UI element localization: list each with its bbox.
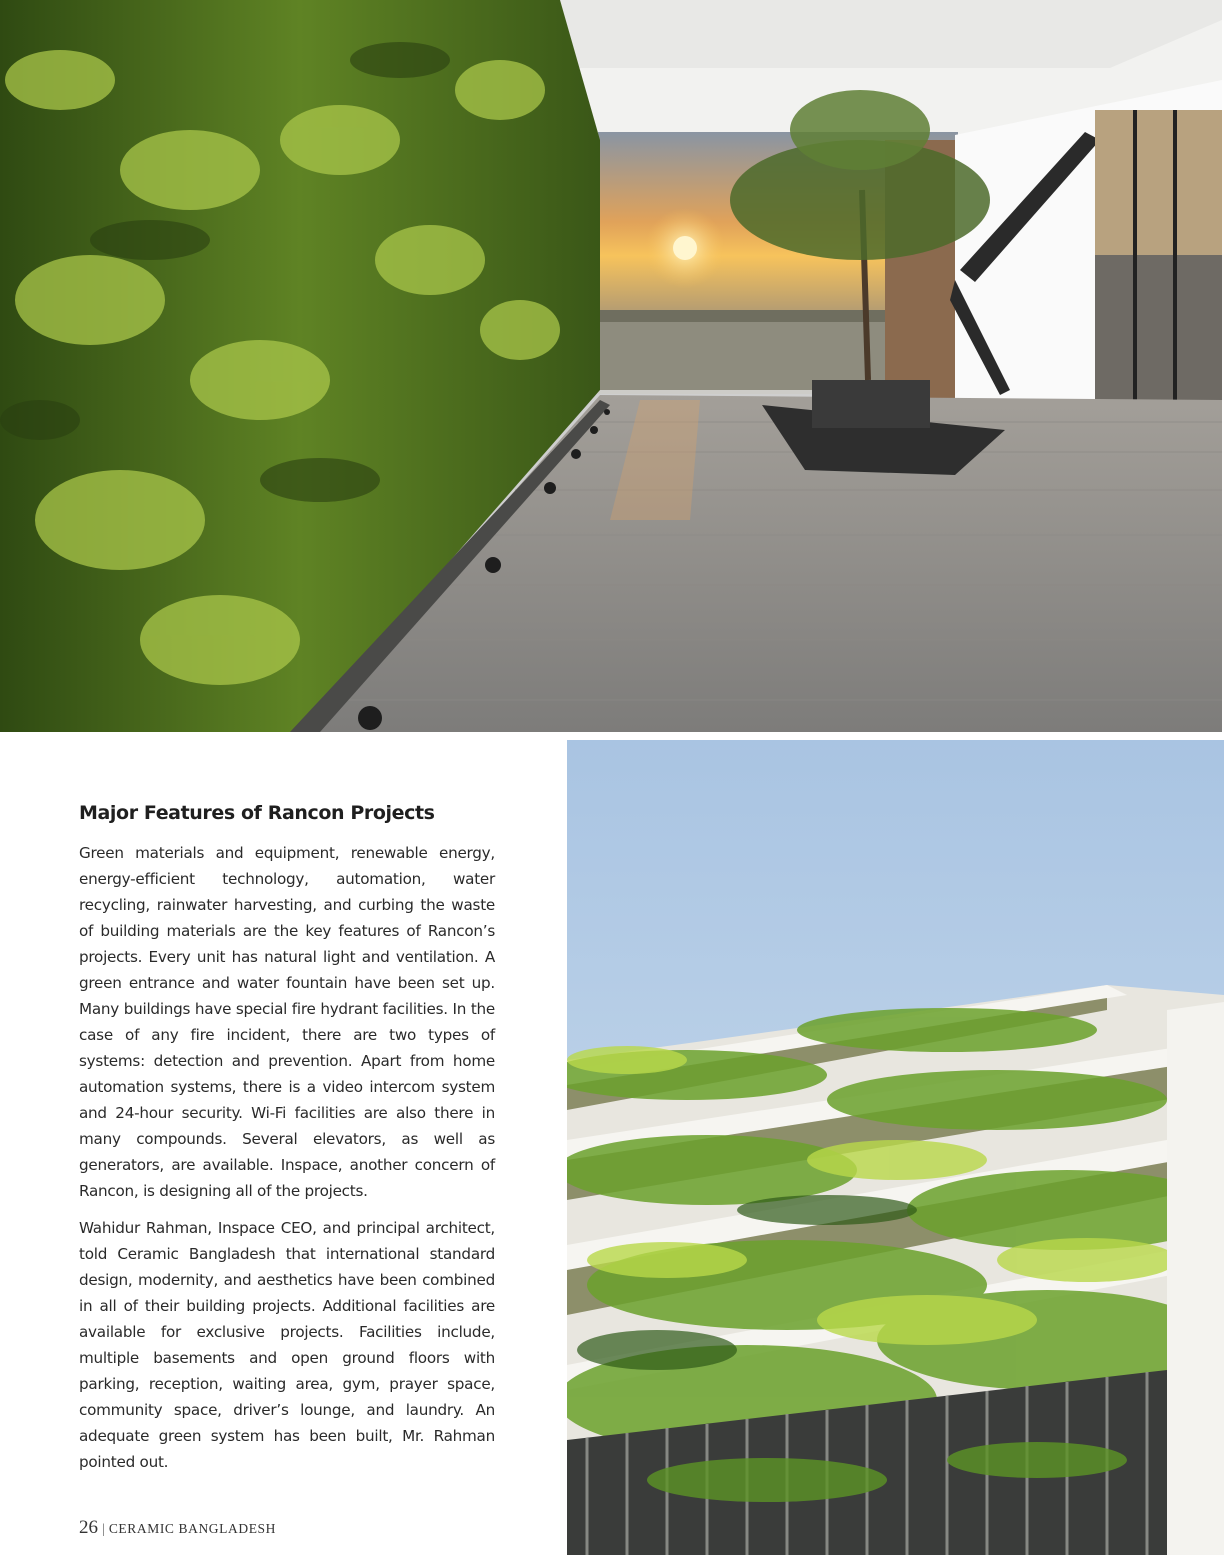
rooftop-terrace-photo [0, 0, 1222, 732]
green-facade-photo [567, 740, 1224, 1555]
section-heading: Major Features of Rancon Projects [79, 802, 435, 824]
article-body [79, 800, 495, 1475]
page-footer [79, 1517, 276, 1539]
green-facade-illustration [567, 740, 1224, 1555]
paragraph-1: Green materials and equipment, renewable energy, energy-efficient technology, automation, water recycling, rainwater harvesting, and curbing the waste of building materials are the key features of Rancon’s projects. Every unit has natural light and ventilation. A green entrance and water fountain have been set up. Many buildings have special fire hydrant facilities. In the case of any fire incident, there are two types of systems: detection and prevention. Apart from home automation systems, there is a video intercom system and 24-hour security. Wi-Fi facilities are also there in many compounds. Several elevators, as well as generators, are available. Inspace, another concern of Rancon, is designing all of the projects. [79, 844, 495, 1200]
paragraph-2: Wahidur Rahman, Inspace CEO, and principal architect, told Ceramic Bangladesh that international standard design, modernity, and aesthetics have been combined in all of their building projects. Additional facilities are available for exclusive projects. Facilities include, multiple basements and open ground floors with parking, reception, waiting area, gym, prayer space, community space, driver’s lounge, and laundry. An adequate green system has been built, Mr. Rahman pointed out. [79, 1219, 495, 1471]
rooftop-terrace-illustration [0, 0, 1222, 732]
footer-separator: | [102, 1522, 105, 1537]
page-number: 26 [79, 1517, 98, 1538]
publication-name: CERAMIC BANGLADESH [108, 1521, 276, 1536]
